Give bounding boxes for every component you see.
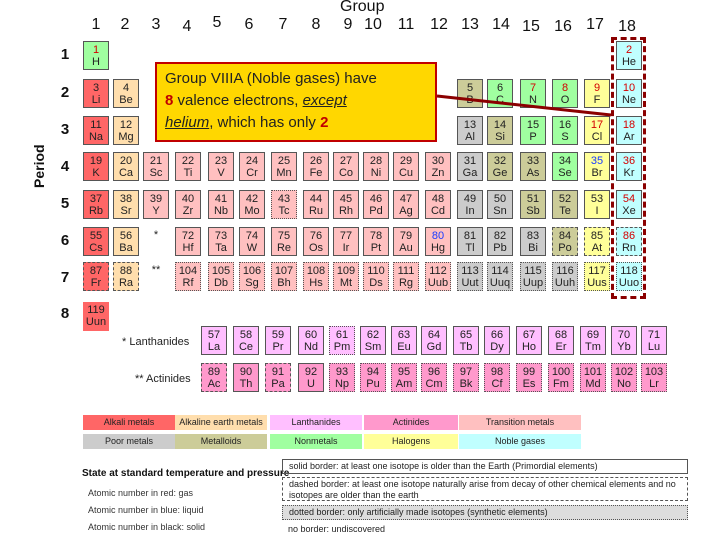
atomic-number: 10 <box>622 82 636 94</box>
atomic-number: 93 <box>335 366 349 378</box>
callout-line-1: Group VIIIA (Noble gases) have <box>165 70 377 87</box>
atomic-number: 13 <box>463 119 477 131</box>
atomic-number: 50 <box>493 193 507 205</box>
atomic-number: 44 <box>309 193 323 205</box>
atomic-number: 39 <box>149 193 163 205</box>
element-symbol: Pm <box>333 341 351 353</box>
group-number: 4 <box>182 18 192 35</box>
element-symbol: Fe <box>309 167 323 179</box>
element-symbol: Th <box>239 378 253 390</box>
element-symbol: Db <box>213 277 229 289</box>
atomic-number: 114 <box>491 265 509 277</box>
group-number: 3 <box>151 16 161 33</box>
element-symbol: Gd <box>426 341 442 353</box>
element-symbol: Cf <box>491 378 503 390</box>
period-label: Period <box>31 144 47 188</box>
element-symbol: I <box>595 205 599 217</box>
atomic-number: 27 <box>339 155 353 167</box>
element-symbol: Dy <box>490 341 504 353</box>
atomic-number: 78 <box>369 230 383 242</box>
atomic-number: 23 <box>214 155 228 167</box>
atomic-number: 95 <box>397 366 411 378</box>
atomic-number: 110 <box>367 265 385 277</box>
atomic-number: 118 <box>620 265 638 277</box>
element-symbol: Si <box>495 131 505 143</box>
element-symbol: Nd <box>303 341 319 353</box>
atomic-number: 29 <box>399 155 413 167</box>
element-symbol: Cu <box>398 167 414 179</box>
element-symbol: Uut <box>461 277 479 289</box>
atomic-number: 99 <box>522 366 536 378</box>
atomic-number: 89 <box>207 366 221 378</box>
element-symbol: Tl <box>465 242 475 254</box>
atomic-number: 30 <box>431 155 445 167</box>
atomic-number: 85 <box>590 230 604 242</box>
element-symbol: Be <box>119 94 133 106</box>
element-symbol: Fr <box>90 277 102 289</box>
atomic-number: 74 <box>245 230 259 242</box>
element-symbol: Hg <box>430 242 446 254</box>
atomic-number: 115 <box>524 265 542 277</box>
group-number: 9 <box>343 16 353 33</box>
atomic-number: 4 <box>122 82 130 94</box>
element-symbol: Ce <box>238 341 254 353</box>
atomic-number: 103 <box>644 366 664 378</box>
element-symbol: La <box>207 341 221 353</box>
period-number: 3 <box>60 121 70 138</box>
solid-border-key: solid border: at least one isotope is older than the Earth (Primordial elements) <box>282 459 688 474</box>
element-symbol: Li <box>91 94 101 106</box>
element-symbol: Rn <box>621 242 637 254</box>
element-symbol: Er <box>555 341 567 353</box>
element-symbol: Ga <box>462 167 478 179</box>
atomic-number: 117 <box>588 265 606 277</box>
atomic-number: 21 <box>149 155 163 167</box>
atomic-number: 45 <box>339 193 353 205</box>
group-number: 15 <box>522 18 540 35</box>
element-symbol: He <box>621 56 637 68</box>
legend-item: Halogens <box>364 434 458 449</box>
state-title: State at standard temperature and pressure <box>82 468 290 479</box>
atomic-number: 68 <box>554 329 568 341</box>
group-number: 12 <box>430 16 448 33</box>
atomic-number: 70 <box>617 329 631 341</box>
element-symbol: Uun <box>85 316 107 328</box>
atomic-number: 52 <box>558 193 572 205</box>
atomic-number: 28 <box>369 155 383 167</box>
state-gas-line: Atomic number in red: gas <box>88 488 194 498</box>
element-symbol: Pr <box>272 341 284 353</box>
legend-item: Metalloids <box>175 434 267 449</box>
group-number: 17 <box>586 16 604 33</box>
atomic-number: 79 <box>399 230 413 242</box>
period-number: 7 <box>60 269 70 286</box>
element-symbol: Bh <box>277 277 291 289</box>
element-symbol: Ar <box>623 131 635 143</box>
element-symbol: Yb <box>617 341 631 353</box>
element-symbol: Al <box>465 131 475 143</box>
atomic-number: 109 <box>336 265 356 277</box>
element-symbol: Br <box>591 167 603 179</box>
element-symbol: F <box>593 94 601 106</box>
atomic-number: 37 <box>89 193 103 205</box>
atomic-number: 64 <box>427 329 441 341</box>
element-symbol: Cr <box>246 167 258 179</box>
atomic-number: 59 <box>271 329 285 341</box>
atomic-number: 53 <box>590 193 604 205</box>
period-number: 2 <box>60 84 70 101</box>
atomic-number: 63 <box>397 329 411 341</box>
callout-eight: 8 <box>165 92 174 109</box>
atomic-number: 98 <box>490 366 504 378</box>
atomic-number: 38 <box>119 193 133 205</box>
element-symbol: Zr <box>182 205 194 217</box>
element-symbol: Ru <box>308 205 324 217</box>
element-symbol: Ge <box>492 167 508 179</box>
element-symbol: Bi <box>528 242 538 254</box>
atomic-number: 19 <box>89 155 103 167</box>
atomic-number: 47 <box>399 193 413 205</box>
element-symbol: Uus <box>587 277 607 289</box>
element-symbol: Rh <box>338 205 354 217</box>
atomic-number: 60 <box>304 329 318 341</box>
element-symbol: Bk <box>459 378 473 390</box>
period-number: 6 <box>60 232 70 249</box>
element-symbol: Au <box>399 242 413 254</box>
atomic-number: 67 <box>522 329 536 341</box>
element-symbol: Rg <box>398 277 414 289</box>
callout-except: except <box>302 92 347 109</box>
atomic-number: 57 <box>207 329 221 341</box>
element-symbol: H <box>92 56 100 68</box>
element-symbol: W <box>246 242 258 254</box>
no-border-key: no border: undiscovered <box>288 524 386 534</box>
atomic-number: 2 <box>625 44 633 56</box>
element-symbol: Zn <box>431 167 445 179</box>
atomic-number: 62 <box>366 329 380 341</box>
atomic-number: 22 <box>181 155 195 167</box>
lanthanides-label: * Lanthanides <box>122 336 190 348</box>
atomic-number: 43 <box>277 193 291 205</box>
element-symbol: Md <box>585 378 601 390</box>
atomic-number: 33 <box>526 155 540 167</box>
callout-line-2: valence electrons, <box>173 92 303 109</box>
atomic-number: 7 <box>529 82 537 94</box>
atomic-number: 5 <box>466 82 474 94</box>
atomic-number: 49 <box>463 193 477 205</box>
atomic-number: 97 <box>459 366 473 378</box>
element-symbol: Fm <box>553 378 569 390</box>
atomic-number: 35 <box>590 155 604 167</box>
atomic-number: 116 <box>556 265 574 277</box>
element-symbol: Tc <box>278 205 290 217</box>
element-symbol: Re <box>276 242 292 254</box>
group-number: 2 <box>120 16 130 33</box>
element-symbol: Kr <box>623 167 635 179</box>
element-symbol: Np <box>334 378 350 390</box>
atomic-number: 54 <box>622 193 636 205</box>
element-symbol: V <box>217 167 225 179</box>
legend-item: Poor metals <box>83 434 175 449</box>
group-number: 1 <box>91 16 101 33</box>
element-symbol: Mg <box>118 131 134 143</box>
atomic-number: 106 <box>242 265 262 277</box>
atomic-number: 73 <box>214 230 228 242</box>
atomic-number: 92 <box>304 366 318 378</box>
atomic-number: 71 <box>647 329 661 341</box>
legend-item: Alkali metals <box>83 415 175 430</box>
callout-helium: helium <box>165 114 210 131</box>
atomic-number: ** <box>151 264 161 276</box>
atomic-number: 17 <box>590 119 604 131</box>
atomic-number: 14 <box>493 119 507 131</box>
element-symbol: N <box>529 94 537 106</box>
element-symbol: Tb <box>459 341 473 353</box>
atomic-number: 82 <box>493 230 507 242</box>
callout-two: 2 <box>320 114 329 131</box>
group-number: 7 <box>278 16 288 33</box>
element-symbol: Sm <box>364 341 382 353</box>
element-symbol: Lr <box>649 378 659 390</box>
element-symbol: Ni <box>370 167 382 179</box>
dotted-border-key: dotted border: only artificially made isotopes (synthetic elements) <box>282 505 688 520</box>
period-number: 4 <box>60 158 70 175</box>
atomic-number: 119 <box>87 304 105 316</box>
element-symbol: Nb <box>213 205 229 217</box>
atomic-number: 101 <box>583 366 603 378</box>
element-symbol: Pb <box>493 242 507 254</box>
element-symbol: No <box>616 378 632 390</box>
atomic-number: 26 <box>309 155 323 167</box>
atomic-number: 81 <box>463 230 477 242</box>
element-symbol: Na <box>88 131 104 143</box>
element-symbol: Xe <box>622 205 636 217</box>
element-symbol: Po <box>558 242 572 254</box>
element-symbol: Uuq <box>489 277 511 289</box>
group-number: 14 <box>492 16 510 33</box>
group-title: Group <box>340 0 385 15</box>
element-symbol: Ds <box>369 277 383 289</box>
legend-item: Noble gases <box>459 434 581 449</box>
element-symbol: Uuh <box>554 277 576 289</box>
atomic-number: 90 <box>239 366 253 378</box>
atomic-number: 6 <box>496 82 504 94</box>
atomic-number: 96 <box>427 366 441 378</box>
group-number: 5 <box>212 14 222 31</box>
atomic-number: 66 <box>490 329 504 341</box>
element-symbol: Sc <box>149 167 163 179</box>
atomic-number: 75 <box>277 230 291 242</box>
element-symbol: As <box>526 167 540 179</box>
element-symbol: Ti <box>183 167 193 179</box>
atomic-number: 31 <box>463 155 477 167</box>
atomic-number: 102 <box>614 366 634 378</box>
legend-item: Actinides <box>364 415 458 430</box>
element-symbol: In <box>465 205 475 217</box>
group-number: 8 <box>311 16 321 33</box>
element-symbol: Mo <box>244 205 260 217</box>
callout-arrow-line <box>437 96 611 115</box>
atomic-number: * <box>153 229 159 241</box>
atomic-number: 15 <box>526 119 540 131</box>
element-symbol: Ho <box>521 341 537 353</box>
group-number: 11 <box>397 16 415 33</box>
element-symbol: Mn <box>276 167 292 179</box>
legend-item: Nonmetals <box>270 434 362 449</box>
element-symbol: Es <box>522 378 536 390</box>
element-symbol: Rf <box>182 277 194 289</box>
element-symbol: P <box>529 131 537 143</box>
atomic-number: 51 <box>526 193 540 205</box>
atomic-number: 61 <box>335 329 349 341</box>
element-symbol: Lu <box>647 341 661 353</box>
actinides-label: ** Actinides <box>135 373 191 385</box>
noble-gas-callout <box>155 62 437 142</box>
atomic-number: 24 <box>245 155 259 167</box>
atomic-number: 25 <box>277 155 291 167</box>
atomic-number: 32 <box>493 155 507 167</box>
atomic-number: 55 <box>89 230 103 242</box>
element-symbol: Ra <box>118 277 134 289</box>
atomic-number: 112 <box>429 265 447 277</box>
element-symbol: S <box>561 131 569 143</box>
element-symbol: At <box>591 242 603 254</box>
element-symbol: Pa <box>271 378 285 390</box>
element-symbol: Uuo <box>618 277 640 289</box>
element-symbol: Se <box>558 167 572 179</box>
element-symbol: Hs <box>309 277 323 289</box>
atomic-number: 76 <box>309 230 323 242</box>
atomic-number: 56 <box>119 230 133 242</box>
element-symbol: Uup <box>522 277 544 289</box>
atomic-number: 104 <box>178 265 198 277</box>
atomic-number: 8 <box>561 82 569 94</box>
element-symbol: Pu <box>366 378 380 390</box>
atomic-number: 86 <box>622 230 636 242</box>
element-symbol: Cl <box>591 131 603 143</box>
atomic-number: 108 <box>306 265 326 277</box>
dashed-border-key: dashed border: at least one isotope naturally arise from decay of other chemical elements and no isotopes are older than the earth <box>282 477 688 501</box>
state-liquid-line: Atomic number in blue: liquid <box>88 505 204 515</box>
element-symbol: Y <box>152 205 160 217</box>
atomic-number: 42 <box>245 193 259 205</box>
element-symbol: Am <box>395 378 413 390</box>
atomic-number: 91 <box>271 366 285 378</box>
atomic-number: 105 <box>211 265 231 277</box>
atomic-number: 83 <box>526 230 540 242</box>
group-number: 6 <box>244 16 254 33</box>
period-number: 8 <box>60 305 70 322</box>
period-number: 5 <box>60 195 70 212</box>
element-symbol: Pt <box>370 242 382 254</box>
element-symbol: Sg <box>245 277 259 289</box>
legend-item: Transition metals <box>459 415 581 430</box>
element-symbol: Sb <box>526 205 540 217</box>
element-symbol: Ag <box>399 205 413 217</box>
atomic-number: 46 <box>369 193 383 205</box>
atomic-number: 100 <box>551 366 571 378</box>
state-solid-line: Atomic number in black: solid <box>88 522 206 532</box>
atomic-number: 20 <box>119 155 133 167</box>
element-symbol: Cs <box>89 242 103 254</box>
atomic-number: 77 <box>339 230 353 242</box>
element-symbol: Ac <box>207 378 221 390</box>
atomic-number: 41 <box>214 193 228 205</box>
element-symbol: Cm <box>425 378 443 390</box>
atomic-number: 69 <box>586 329 600 341</box>
element-symbol: Ir <box>342 242 350 254</box>
atomic-number: 1 <box>92 44 100 56</box>
element-symbol: Os <box>308 242 324 254</box>
element-symbol: Te <box>559 205 571 217</box>
element-symbol: K <box>92 167 100 179</box>
element-symbol: Co <box>338 167 354 179</box>
legend-item: Alkaline earth metals <box>175 415 267 430</box>
group-number: 18 <box>618 18 636 35</box>
atomic-number: 80 <box>431 230 445 242</box>
atomic-number: 11 <box>90 119 102 131</box>
group-number: 10 <box>364 16 382 33</box>
group-number: 16 <box>554 18 572 35</box>
element-symbol: U <box>307 378 315 390</box>
element-symbol: Cd <box>430 205 446 217</box>
element-symbol: Ca <box>118 167 134 179</box>
element-symbol: Sn <box>493 205 507 217</box>
atomic-number: 72 <box>181 230 195 242</box>
atomic-number: 40 <box>181 193 195 205</box>
atomic-number: 16 <box>558 119 572 131</box>
element-symbol: Uub <box>427 277 449 289</box>
element-symbol: Tm <box>585 341 601 353</box>
element-symbol: Sr <box>120 205 132 217</box>
element-symbol: Hf <box>182 242 194 254</box>
group-number: 13 <box>461 16 479 33</box>
atomic-number: 9 <box>593 82 601 94</box>
element-symbol: Pd <box>369 205 383 217</box>
atomic-number: 34 <box>558 155 572 167</box>
element-symbol: Eu <box>397 341 411 353</box>
atomic-number: 3 <box>92 82 100 94</box>
atomic-number: 107 <box>274 265 294 277</box>
atomic-number: 58 <box>239 329 253 341</box>
element-symbol: Ne <box>621 94 637 106</box>
period-number: 1 <box>60 46 70 63</box>
atomic-number: 12 <box>119 119 133 131</box>
legend-item: Lanthanides <box>270 415 362 430</box>
atomic-number: 111 <box>397 265 415 277</box>
atomic-number: 113 <box>461 265 479 277</box>
atomic-number: 84 <box>558 230 572 242</box>
element-symbol: Mt <box>339 277 353 289</box>
atomic-number: 18 <box>622 119 636 131</box>
element-symbol: C <box>496 94 504 106</box>
callout-line-3: , which has only <box>209 114 321 131</box>
element-symbol: O <box>560 94 570 106</box>
atomic-number: 36 <box>622 155 636 167</box>
atomic-number: 88 <box>119 265 133 277</box>
element-symbol: Rb <box>88 205 104 217</box>
element-symbol: Ta <box>215 242 227 254</box>
atomic-number: 87 <box>89 265 103 277</box>
atomic-number: 65 <box>459 329 473 341</box>
atomic-number: 48 <box>431 193 445 205</box>
element-symbol: Ba <box>119 242 133 254</box>
atomic-number: 94 <box>366 366 380 378</box>
